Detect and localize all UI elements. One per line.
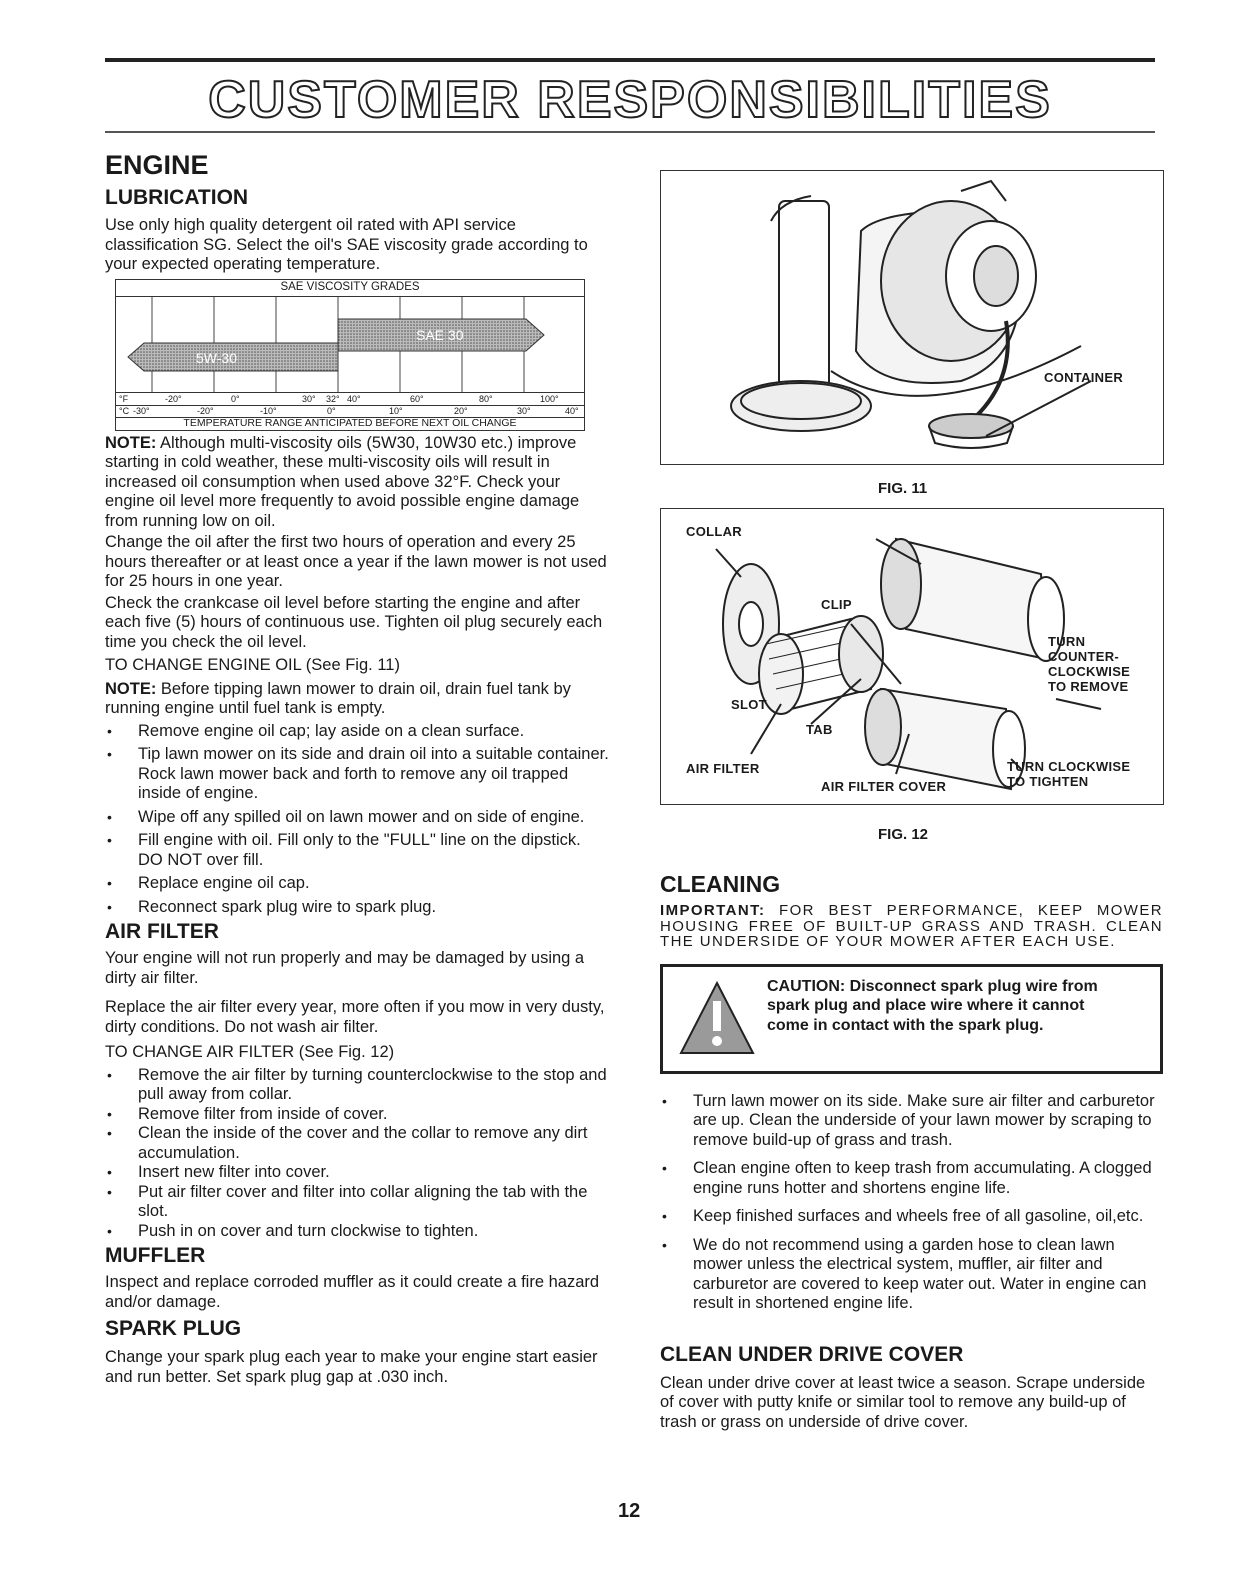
spark-plug-heading: SPARK PLUG [105,1317,242,1340]
air-filter-steps [105,1066,610,1242]
list-item: • Clean engine often to keep trash from accumulating. A clogged engine runs hotter and shortens engine life. [660,1159,1163,1198]
list-item: • Insert new filter into cover. [105,1163,610,1183]
f-tick: 80° [479,393,493,404]
collar-label: COLLAR [686,524,742,539]
spark-plug-text: Change your spark plug each year to make your engine start easier and run better. Set spark plug gap at .030 inch. [105,1348,598,1386]
note-label: NOTE: [105,679,157,698]
muffler-text: Inspect and replace corroded muffler as it could create a fire hazard and/or damage. [105,1273,600,1311]
change-oil-heading: TO CHANGE ENGINE OIL (See Fig. 11) [105,656,400,674]
turn-cw-label [1007,759,1130,789]
engine-heading: ENGINE [105,150,209,180]
container-label: CONTAINER [1044,370,1124,385]
sae-viscosity-chart [115,279,585,431]
c-unit: °C [119,405,130,416]
fig12-caption: FIG. 12 [878,826,929,843]
caution-text: CAUTION: Disconnect spark plug wire from spark plug and place wire where it cannot come in contact with the spark plug. [767,977,1098,1034]
list-item: • Tip lawn mower on its side and drain oil into a suitable container. Rock lawn mower back and forth to remove any oil trapped inside of engine. [105,745,610,804]
list-item: • Remove the air filter by turning counterclockwise to the stop and pull away from collar. [105,1066,610,1105]
important-text: FOR BEST PERFORMANCE, KEEP MOWER HOUSING FREE OF BUILT-UP GRASS AND TRASH. CLEAN THE UNDERSIDE OF YOUR MOWER AFTER EACH USE. [660,902,1163,950]
c-tick: 0° [327,405,336,416]
change-air-filter-heading: TO CHANGE AIR FILTER (See Fig. 12) [105,1043,395,1061]
lubrication-heading: LUBRICATION [105,186,249,209]
warning-triangle-icon [677,979,757,1059]
important-label: IMPORTANT: [660,902,766,919]
slot-label: SLOT [731,697,767,712]
list-item: • Turn lawn mower on its side. Make sure air filter and carburetor are up. Clean the underside of your lawn mower by scraping to remove build-up of grass and trash. [660,1092,1163,1151]
list-item: • Reconnect spark plug wire to spark plug. [105,898,610,918]
list-item: • Keep finished surfaces and wheels free of all gasoline, oil,etc. [660,1207,1163,1227]
f-tick: 0° [231,393,240,404]
header-bottom-rule [105,131,1155,133]
c-tick: 30° [517,405,531,416]
air-filter-para2: Replace the air filter every year, more often if you mow in very dusty, dirty conditions. Do not wash air filter. [105,998,605,1036]
oil-change-steps [105,722,610,918]
list-item: • We do not recommend using a garden hose to clean lawn mower unless the electrical system, muffler, air filter and carburetor are covered to keep water out. Water in engine can result in shortened engine life. [660,1236,1163,1314]
f-tick: 60° [410,393,424,404]
air-filter-label: AIR FILTER [686,761,760,776]
f-tick: 30° [302,393,316,404]
note-label: NOTE: [105,433,157,452]
turn-ccw-line: CLOCKWISE [1048,664,1131,679]
fig11-illustration [660,170,1164,465]
left-column [105,150,610,1387]
f-tick: 32° [326,393,340,404]
drive-cover-text: Clean under drive cover at least twice a season. Scrape underside of cover with putty knife or similar tool to remove any build-up of trash or grass on underside of drive cover. [660,1373,1146,1431]
engine-oil-drain-drawing [661,171,1163,464]
list-item: • Remove engine oil cap; lay aside on a clean surface. [105,722,610,742]
air-filter-heading: AIR FILTER [105,920,219,943]
c-tick: 20° [454,405,468,416]
list-item: • Replace engine oil cap. [105,874,610,894]
turn-ccw-label [1048,634,1130,694]
c-tick: -20° [197,405,214,416]
note-multiviscosity [105,434,610,532]
list-item: • Push in on cover and turn clockwise to tighten. [105,1222,610,1242]
muffler-heading: MUFFLER [105,1244,206,1267]
c-tick: 40° [565,405,579,416]
sae30-label: SAE 30 [416,326,464,343]
c-tick: -10° [260,405,277,416]
cleaning-steps [660,1092,1163,1314]
lubrication-intro: Use only high quality detergent oil rated with API service classification SG. Select the oil's SAE viscosity grade according to your expected operating temperature. [105,216,588,273]
list-item: • Remove filter from inside of cover. [105,1105,610,1125]
f-tick: -20° [165,393,182,404]
note-text: Although multi-viscosity oils (5W30, 10W30 etc.) improve starting in cold weather, these multi-viscosity oils will result in increased oil consumption when used above 32°F. Check your engine oil level more frequently to avoid possible engine damage from running low on oil. [105,433,580,530]
list-item: • Put air filter cover and filter into collar aligning the tab with the slot. [105,1183,610,1222]
note-drain-fuel [105,680,610,719]
sae-chart-footer: TEMPERATURE RANGE ANTICIPATED BEFORE NEXT OIL CHANGE [183,416,517,429]
fig12-illustration [660,508,1164,805]
drive-cover-heading: CLEAN UNDER DRIVE COVER [660,1342,964,1366]
f-tick: 40° [347,393,361,404]
turn-ccw-line: TO REMOVE [1048,679,1129,694]
f-tick: 100° [540,393,559,404]
note-text: Before tipping lawn mower to drain oil, drain fuel tank by running engine until fuel tank is empty. [105,679,571,717]
turn-ccw-line: COUNTER- [1048,649,1120,664]
turn-ccw-line: TURN [1048,634,1086,649]
caution-box [660,964,1163,1074]
f-unit: °F [119,393,129,404]
clip-label: CLIP [821,597,852,612]
list-item: • Fill engine with oil. Fill only to the "FULL" line on the dipstick. DO NOT over fill. [105,831,610,870]
air-filter-cover-label: AIR FILTER COVER [821,779,947,794]
fahrenheit-row [119,393,581,405]
cleaning-important [660,903,1163,950]
sae-chart-title: SAE VISCOSITY GRADES [280,280,420,293]
air-filter-para1: Your engine will not run properly and may be damaged by using a dirty air filter. [105,949,585,987]
page-number: 12 [618,1500,641,1522]
fig11-caption: FIG. 11 [878,480,928,497]
cleaning-section [660,870,1163,1432]
cleaning-heading: CLEANING [660,871,781,897]
turn-cw-line: TO TIGHTEN [1007,774,1089,789]
turn-cw-line: TURN CLOCKWISE [1007,759,1131,774]
celsius-row [119,405,581,417]
sae-grade-bars [116,297,584,392]
page-title: CUSTOMER RESPONSIBILITIES [208,71,1052,129]
list-item: • Clean the inside of the cover and the collar to remove any dirt accumulation. [105,1124,610,1163]
tab-label: TAB [806,722,833,737]
crankcase-check: Check the crankcase oil level before starting the engine and after each five (5) hours of continuous use. Tighten oil plug securely each time you check the oil level. [105,593,603,651]
oil-change-interval: Change the oil after the first two hours of operation and every 25 hours thereafter or at least once a year if the lawn mower is not used for 25 hours in one year. [105,533,607,590]
c-tick: -30° [133,405,150,416]
c-tick: 10° [389,405,403,416]
header-top-rule [105,58,1155,62]
5w30-label: 5W-30 [196,349,237,366]
list-item: • Wipe off any spilled oil on lawn mower and on side of engine. [105,808,610,828]
